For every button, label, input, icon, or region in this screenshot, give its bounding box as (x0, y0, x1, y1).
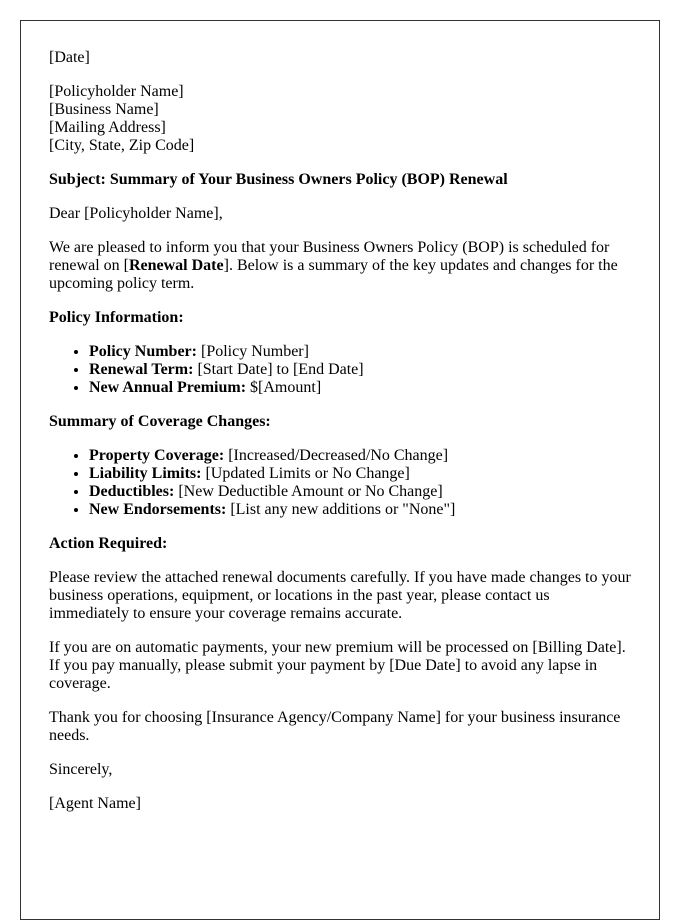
list-item-annual-premium (89, 379, 631, 397)
item-label: Liability Limits: (89, 465, 202, 482)
list-item-policy-number (89, 343, 631, 361)
item-value: $[Amount] (246, 379, 322, 396)
list-item-deductibles (89, 483, 631, 501)
item-label: Policy Number: (89, 343, 197, 360)
item-label: New Annual Premium: (89, 379, 247, 396)
action-required-heading: Action Required: (49, 535, 168, 552)
policy-info-heading: Policy Information: (49, 309, 184, 326)
item-label: Renewal Term: (89, 361, 194, 378)
closing: Sincerely, (49, 761, 113, 778)
action-paragraph-payment: If you are on automatic payments, your new premium will be processed on [Billing Date]. If you pay manually, please submit your payment by [Due Date] to avoid any lapse in coverage. (49, 639, 626, 692)
intro-text-1: We are pleased to inform you that your Business Owners Policy (BOP) is scheduled for renewal on (49, 239, 610, 274)
item-label: Deductibles: (89, 483, 175, 500)
item-value: [New Deductible Amount or No Change] (174, 483, 443, 500)
signature-agent-name: [Agent Name] (49, 795, 141, 812)
recipient-name: [Policyholder Name] (49, 83, 184, 100)
thank-you-paragraph: Thank you for choosing [Insurance Agency/Company Name] for your business insurance needs. (49, 709, 621, 744)
item-label: New Endorsements: (89, 501, 227, 518)
recipient-city-state-zip: [City, State, Zip Code] (49, 137, 195, 154)
recipient-address-block (49, 83, 631, 155)
coverage-changes-list (49, 447, 631, 519)
salutation: Dear [Policyholder Name], (49, 205, 223, 222)
item-label: Property Coverage: (89, 447, 225, 464)
intro-paragraph (49, 239, 631, 293)
item-value: [Increased/Decreased/No Change] (224, 447, 449, 464)
list-item-new-endorsements (89, 501, 631, 519)
list-item-liability-limits (89, 465, 631, 483)
letter-date: [Date] (49, 49, 90, 66)
renewal-date: Renewal Date (128, 257, 224, 274)
list-item-property-coverage (89, 447, 631, 465)
recipient-business: [Business Name] (49, 101, 159, 118)
letter-subject: Subject: Summary of Your Business Owners Policy (BOP) Renewal (49, 171, 508, 188)
item-value: [Start Date] to [End Date] (193, 361, 364, 378)
renewal-date-bracket-close: ] (223, 257, 229, 274)
coverage-changes-heading: Summary of Coverage Changes: (49, 413, 271, 430)
recipient-address: [Mailing Address] (49, 119, 166, 136)
letter-page (20, 20, 660, 920)
intro-text-2: . Below is a summary of the key updates and changes for the upcoming policy term. (49, 257, 618, 292)
item-value: [Policy Number] (196, 343, 309, 360)
policy-info-list (49, 343, 631, 397)
renewal-date-bracket-open: [ (123, 257, 129, 274)
item-value: [Updated Limits or No Change] (201, 465, 410, 482)
list-item-renewal-term (89, 361, 631, 379)
action-paragraph-review: Please review the attached renewal documents carefully. If you have made changes to your business operations, equipment, or locations in the past year, please contact us immediately to ensure your coverage remains accurate. (49, 569, 631, 622)
item-value: [List any new additions or "None"] (226, 501, 456, 518)
